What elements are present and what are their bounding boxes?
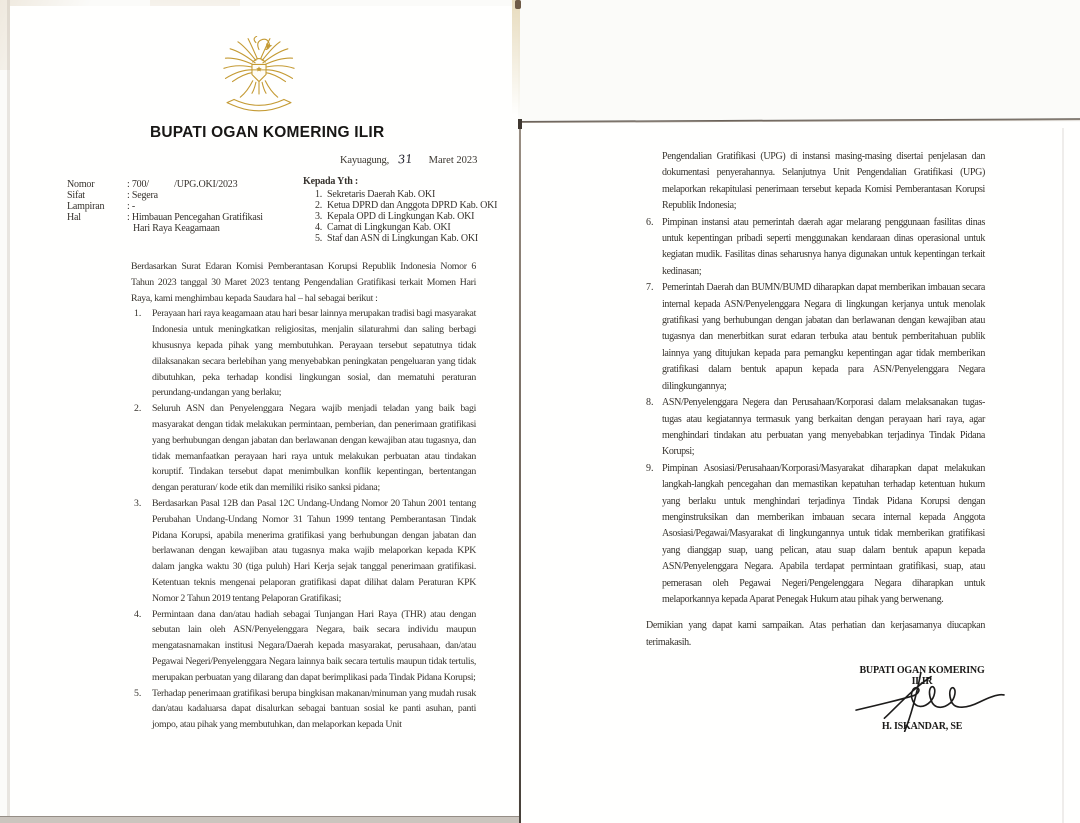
recipient-text: Camat di Lingkungan Kab. OKI — [327, 222, 451, 234]
meta-value: Hari Raya Keagamaan — [133, 223, 220, 234]
meta-row-lampiran — [67, 201, 297, 212]
item-number: 3. — [134, 497, 142, 509]
list-item — [646, 280, 985, 395]
meta-value: : 700/ /UPG.OKI/2023 — [127, 179, 238, 190]
meta-label: Sifat — [67, 190, 85, 201]
dateline — [340, 152, 477, 166]
recipient-text: Ketua DPRD dan Anggota DPRD Kab. OKI — [327, 200, 498, 212]
list-item — [131, 401, 476, 496]
meta-row-hal-line2 — [67, 223, 297, 234]
recipient-number: 3. — [315, 211, 323, 223]
letter-page-2 — [521, 122, 1080, 823]
item-number: 4. — [134, 608, 142, 620]
item-text: Perayaan hari raya keagamaan atau hari besar lainnya merupakan tradisi bagi masyarakat Indonesia untuk meningkatkan religiositas, menjalin silaturahmi dan saling berbagi khususnya kepada pihak yang membutuhkan. Perayaan tersebut sepatutnya tidak dilaksanakan secara berlebihan yang menyebabkan peningkatan pengeluaran yang tidak dibutuhkan, peka terhadap kondisi lingkungan sosial, dan mematuhi peraturan perundang-undangan yang berlaku; — [152, 308, 476, 399]
item-text: ASN/Penyelenggara Negera dan Perusahaan/Korporasi dalam melaksanakan tugas-tugas atau kegiatannya termasuk yang berkaitan dengan perayaan hari raya, agar menghindari tindakan atu perbuatan yang menyebabkan terjadinya Tindak Pidana Korupsi; — [662, 397, 985, 458]
meta-row-sifat — [67, 190, 297, 201]
recipient-text: Staf dan ASN di Lingkungan Kab. OKI — [327, 233, 479, 245]
item-number: 9. — [646, 462, 654, 474]
list-item — [646, 395, 985, 461]
item-text: Pimpinan Asosiasi/Perusahaan/Korporasi/Masyarakat diharapkan dapat melakukan langkah-langkah pencegahan dan memastikan kepatuhan terhadap ketentuan hukum yang berlaku untuk menghindari terjadinya Tindak Pidana Korupsi dengan menginstruksikan dan memberikan imbauan secara internal kepada Anggota Asosiasi/Pegawai/Masyarakat di lingkungannya untuk tidak memberikan gratifikasi yang dianggap suap, uang pelican, atau suap dalam bentuk apapun kepada ASN/Penyelenggara Negara. Apabila terdapat permintaan gratifikasi, suap, atau pemerasan oleh Pegawai Negeri/Pengelenggara Negara diharapkan untuk melaporkannya kepada Aparat Penegak Hukum atau pihak yang berwenang. — [662, 462, 985, 605]
recipient-number: 4. — [315, 222, 323, 234]
meta-label-spacer — [67, 223, 127, 234]
meta-value: : Segera — [127, 190, 158, 201]
handwritten-date-day: 31 — [397, 151, 414, 167]
page-gap-edge — [512, 0, 520, 115]
item-number: 7. — [646, 282, 654, 294]
meta-row-nomor — [67, 179, 297, 190]
dateline-month-year: Maret 2023 — [428, 155, 478, 166]
recipient-number: 2. — [315, 200, 323, 212]
item-text: Permintaan dana dan/atau hadiah sebagai Tunjangan Hari Raya (THR) atau dengan sebutan lain oleh ASN/Penyelenggara Negara, baik secara individu maupun mengatasnamakan institusi Negara/Daerah kepada masyarakat, perusahaan, dan/atau Pegawai Negeri/Penyelenggara Negara lainnya baik secara tertulis maupun tidak tertulis, merupakan perbuatan yang dilarang dan dapat berimplikasi pada Tindak Pidana Korupsi; — [152, 608, 476, 683]
item-number: 8. — [646, 397, 654, 409]
letter-body-page-1 — [131, 259, 476, 733]
item-text: Terhadap penerimaan gratifikasi berupa bingkisan makanan/minuman yang mudah rusak dan/atau kadaluarsa dapat disalurkan sebagai bantuan sosial ke panti asuhan, panti jompo, atau pihak yang membutuhkan, dan melaporkan kepada Unit — [152, 687, 476, 731]
meta-value: : - — [127, 201, 136, 212]
recipients-heading: Kepada Yth : — [303, 176, 359, 187]
page-gap-mark — [515, 0, 521, 9]
letter-meta-block — [67, 179, 297, 234]
item-number: 2. — [134, 403, 142, 415]
continuation-paragraph: Pengendalian Gratifikasi (UPG) di instansi masing-masing disertai penjelasan dan dokumentasi penyerahannya. Selanjutnya Unit Pengendalian Gratifikasi (UPG) melaporkan rekapitulasi penerimaan tersebut kepada Komisi Pemberantasan Korupsi Republik Indonesia; — [662, 151, 985, 212]
item-text: Seluruh ASN dan Penyelenggara Negara wajib menjadi teladan yang baik bagi masyarakat dengan tidak melakukan permintaan, pemberian, dan penerimaan gratifikasi yang berhubungan dengan jabatan dan berlawanan dengan kewajiban atau tugasnya, dan tidak memanfaatkan perayaan hari raya untuk melakukan perbuatan atau tindakan koruptif. Tindakan tersebut dapat menimbulkan konflik kepentingan, bertentangan dengan peraturan/ kode etik dan memiliki risiko sanksi pidana; — [152, 403, 476, 494]
meta-label: Nomor — [67, 179, 95, 190]
item-number: 5. — [134, 687, 142, 699]
recipients-block — [293, 177, 523, 245]
list-item — [131, 607, 476, 686]
list-item — [131, 496, 476, 607]
recipient-number: 5. — [315, 233, 323, 245]
recipient-text: Kepala OPD di Lingkungan Kab. OKI — [327, 211, 475, 223]
letterhead-title: BUPATI OGAN KOMERING ILIR — [150, 124, 385, 141]
signatory-name: H. ISKANDAR, SE — [881, 721, 963, 732]
garuda-pancasila-emblem-icon — [220, 36, 298, 124]
signature-scrawl — [854, 672, 1006, 732]
closing-paragraph: Demikian yang dapat kami sampaikan. Atas perhatian dan kerjasamanya diucapkan terimakasih. — [646, 620, 985, 648]
item-number: 1. — [134, 308, 142, 320]
item-number: 6. — [646, 216, 654, 228]
item-text: Berdasarkan Pasal 12B dan Pasal 12C Undang-Undang Nomor 20 Tahun 2001 tentang Perubahan Undang-Undang Nomor 31 Tahun 1999 tentang Pemberantasan Tindak Pidana Korupsi, apabila menerima gratifikasi yang berhubungan dengan jabatan dan berlawanan dengan kewajiban atau tugasnya maka wajib melaporkan kepada KPK dalam jangka waktu 30 (tiga puluh) Hari Kerja sejak tanggal penerimaan gratifikasi. Ketentuan teknis mengenai pelaporan gratifikasi dapat dilihat dalam Peraturan KPK Nomor 2 Tahun 2019 tentang Pelaporan Gratifikasi; — [152, 497, 476, 604]
recipient-text: Sekretaris Daerah Kab. OKI — [327, 189, 436, 201]
signatory-title: BUPATI OGAN KOMERING ILIR — [859, 665, 985, 687]
intro-paragraph: Berdasarkan Surat Edaran Komisi Pemberantasan Korupsi Republik Indonesia Nomor 6 Tahun 2023 tanggal 30 Maret 2023 tentang Pengendalian Gratifikasi terkait Momen Hari Raya, kami menghimbau kepada Saudara hal – hal sebagai berikut : — [131, 261, 476, 304]
item-text: Pimpinan instansi atau pemerintah daerah agar melarang penggunaan fasilitas dinas untuk kepentingan pribadi seperti menggunakan kendaraan dinas operasional untuk kegiatan mudik. Fasilitas dinas seharusnya hanya digunakan untuk kepentingan terkait kedinasan; — [662, 216, 985, 277]
right-paper-edge — [1062, 128, 1064, 823]
meta-label: Hal — [67, 212, 81, 223]
letter-body-page-2 — [646, 149, 985, 651]
list-item — [646, 215, 985, 281]
dateline-place: Kayuagung, — [340, 155, 390, 166]
list-item — [131, 306, 476, 401]
page-2-left-edge — [519, 121, 521, 823]
meta-value: : Himbauan Pencegahan Gratifikasi — [127, 212, 263, 223]
letter-page-1 — [10, 6, 518, 816]
list-item — [131, 686, 476, 733]
scan-bottom-edge — [0, 816, 519, 823]
list-item — [646, 461, 985, 609]
meta-label: Lampiran — [67, 201, 105, 212]
meta-row-hal — [67, 212, 297, 223]
page-2-corner-mark — [518, 119, 522, 129]
item-text: Pemerintah Daerah dan BUMN/BUMD diharapkan dapat memberikan imbauan secara internal kepada ASN/Penyelenggara Negara di lingkungan kerjanya untuk menolak gratifikasi yang berhubungan dengan jabatan dan berlawanan dengan kewajiban atau tugasnya dan menerbitkan surat edaran terbuka atau bentuk pemberitahuan publik lainnya yang ditujukan kepada para pemangku kepentingan agar tidak memberikan gratifikasi dalam bentuk apapun kepada para ASN/Penyelenggara Negara dilingkungannya; — [662, 282, 985, 392]
recipient-number: 1. — [315, 189, 323, 201]
recipient-item — [293, 234, 523, 245]
